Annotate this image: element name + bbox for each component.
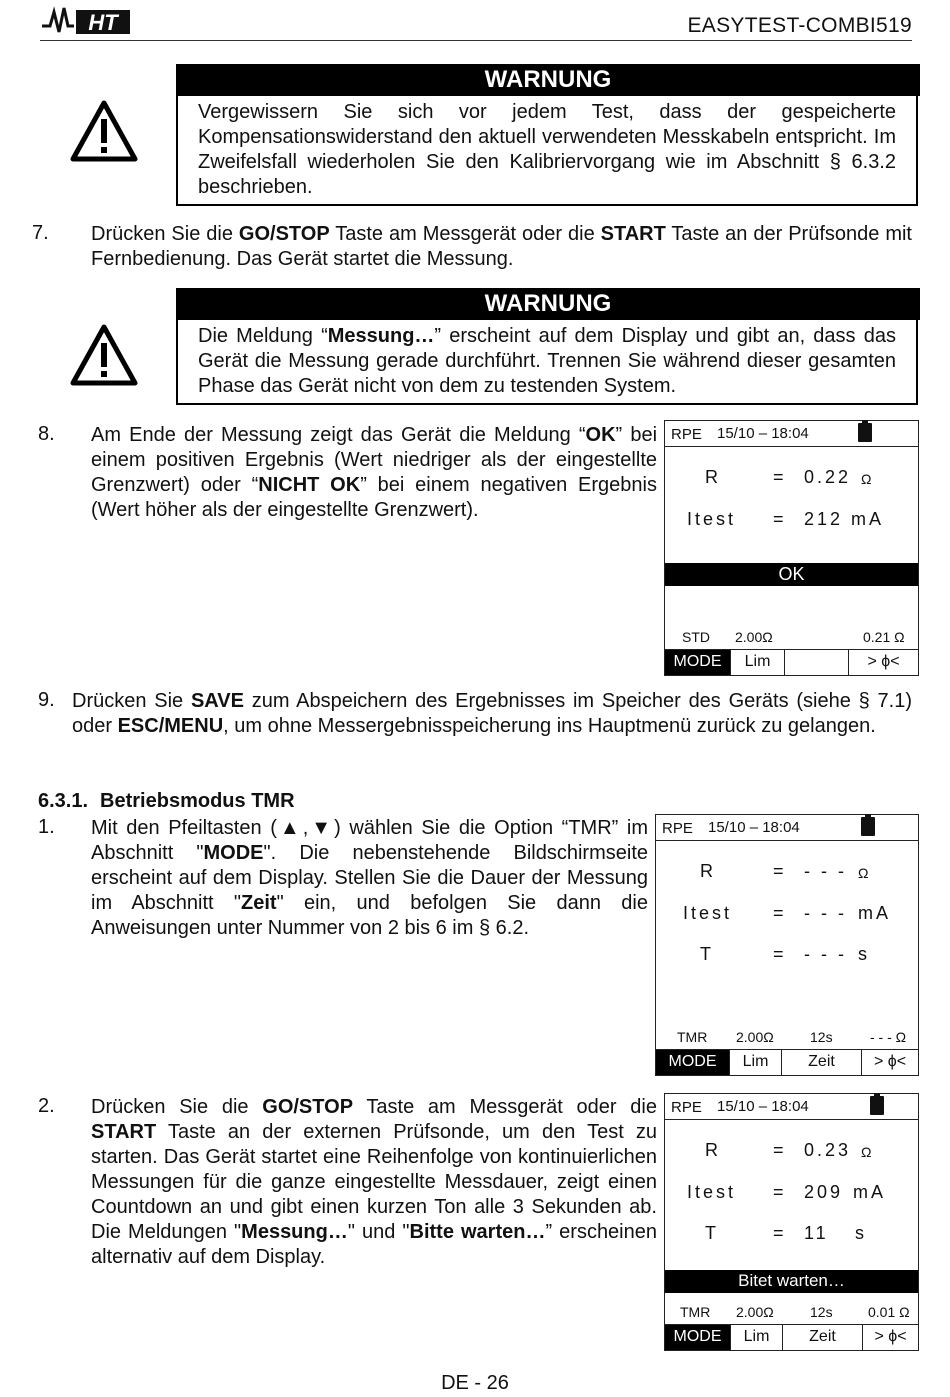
softkey-bar [665, 1324, 918, 1350]
document-title: EASYTEST-COMBI519 [687, 14, 912, 37]
softkey-compensation[interactable]: > ϕ< [873, 1053, 907, 1070]
warning-box-2 [176, 288, 920, 405]
battery-icon [861, 817, 875, 836]
step-9-text: Drücken Sie SAVE zum Abspeichern des Ergebnisses im Speicher des Geräts (siehe § 7.1) oder ESC/MENU, um ohne Messergebnisspeicherung ins Hauptmenü zurück zu gelangen. [72, 690, 912, 737]
softkey-zeit[interactable]: Zeit [782, 1050, 862, 1075]
warning-triangle-icon [70, 324, 138, 386]
softkey-lim[interactable]: Lim [731, 1325, 783, 1350]
page-number: DE - 26 [441, 1372, 509, 1394]
ht-logo [40, 4, 132, 36]
result-banner: OK [665, 563, 918, 586]
step-8-text: Am Ende der Messung zeigt das Gerät die Meldung “OK” bei einem positiven Ergebnis (Wert niedriger als der eingestellte Grenzwert) oder “NICHT OK” bei einem negativen Ergebnis (Wert höher als der eingestellte Grenzwert). [91, 424, 658, 521]
instrument-screen-2: RPE 15/10 – 18:04 R = - - - Ω Itest = - - - mA T = - - - s TMR 2.00Ω 12s - - - Ω MODE Lim Zeit > ϕ< [655, 814, 919, 1076]
section-heading: 6.3.1. Betriebsmodus TMR [38, 790, 295, 812]
softkey-bar [665, 649, 918, 675]
softkey-mode[interactable]: MODE [656, 1050, 730, 1075]
tmr-step-1-text: Mit den Pfeiltasten (▲,▼) wählen Sie die Option “TMR” im Abschnitt "MODE". Die nebenstehende Bildschirmseite erscheint auf dem Display. Stellen Sie die Dauer der Messung im Abschnitt "Zeit" ein, und befolgen Sie dann die Anweisungen unter Nummer von 2 bis 6 im § 6.2. [91, 817, 649, 939]
softkey-compensation[interactable]: > ϕ< [867, 653, 900, 670]
softkey-mode[interactable]: MODE [665, 650, 731, 675]
step-number: 2. [38, 1095, 55, 1117]
softkey-zeit[interactable]: Zeit [783, 1325, 863, 1350]
softkey-empty[interactable] [785, 650, 849, 675]
status-banner: Bitet warten… [665, 1270, 918, 1293]
softkey-compensation[interactable]: > ϕ< [874, 1328, 907, 1345]
step-number: 8. [38, 423, 55, 445]
screen-status-bar: RPE 15/10 – 18:04 [656, 815, 918, 841]
warning-title: WARNUNG [176, 288, 920, 320]
softkey-lim[interactable]: Lim [730, 1050, 782, 1075]
softkey-lim[interactable]: Lim [731, 650, 785, 675]
battery-icon [858, 423, 872, 442]
warning-triangle-icon [70, 100, 138, 162]
instrument-screen-3: RPE 15/10 – 18:04 R = 0.23 Ω Itest = 209 mA T = 11 s Bitet warten… TMR 2.00Ω 12s 0.01 Ω MODE Lim Zeit > ϕ< [664, 1093, 919, 1351]
screen-status-bar: RPE 15/10 – 18:04 [665, 421, 918, 447]
warning-box-1 [176, 64, 920, 206]
screen-status-bar: RPE 15/10 – 18:04 [665, 1094, 918, 1120]
tmr-step-2-text: Drücken Sie die GO/STOP Taste am Messgerät oder die START Taste an der externen Prüfsonde, um den Test zu starten. Das Gerät startet eine Reihenfolge von kontinuierlichen Messungen für die ganze eingestellte Messdauer, zeigt einen Countdown an und gibt einen kurzen Ton alle 3 Sekunden ab. Die Meldungen "Messung…" und "Bitte warten…” erscheinen alternativ auf dem Display. [91, 1096, 657, 1268]
step-number: 9. [38, 689, 55, 711]
instrument-screen-1: RPE 15/10 – 18:04 R = 0.22 Ω Itest = 212 mA OK STD 2.00Ω 0.21 Ω MODE Lim > ϕ< [664, 420, 919, 676]
step-number: 1. [38, 816, 55, 838]
step-number: 7. [32, 222, 49, 244]
warning-text: Die Meldung “Messung…” erscheint auf dem Display und gibt an, dass das Gerät die Messung gerade durchführt. Trennen Sie während dieser gesamten Phase das Gerät nicht von dem zu testenden System. [176, 320, 918, 405]
svg-text:HT: HT [88, 10, 118, 35]
step-7-text: Drücken Sie die GO/STOP Taste am Messgerät oder die START Taste an der Prüfsonde mit Fernbedienung. Das Gerät startet die Messung. [91, 223, 912, 270]
battery-icon [870, 1096, 884, 1115]
softkey-mode[interactable]: MODE [665, 1325, 731, 1350]
warning-title: WARNUNG [176, 64, 920, 96]
header-rule [40, 40, 912, 41]
warning-text: Vergewissern Sie sich vor jedem Test, dass der gespeicherte Kompensationswiderstand den aktuell verwendeten Messkabeln entspricht. Im Zweifelsfall wiederholen Sie den Kalibriervorgang wie im Abschnitt § 6.3.2 beschrieben. [176, 96, 918, 206]
softkey-bar [656, 1049, 918, 1075]
